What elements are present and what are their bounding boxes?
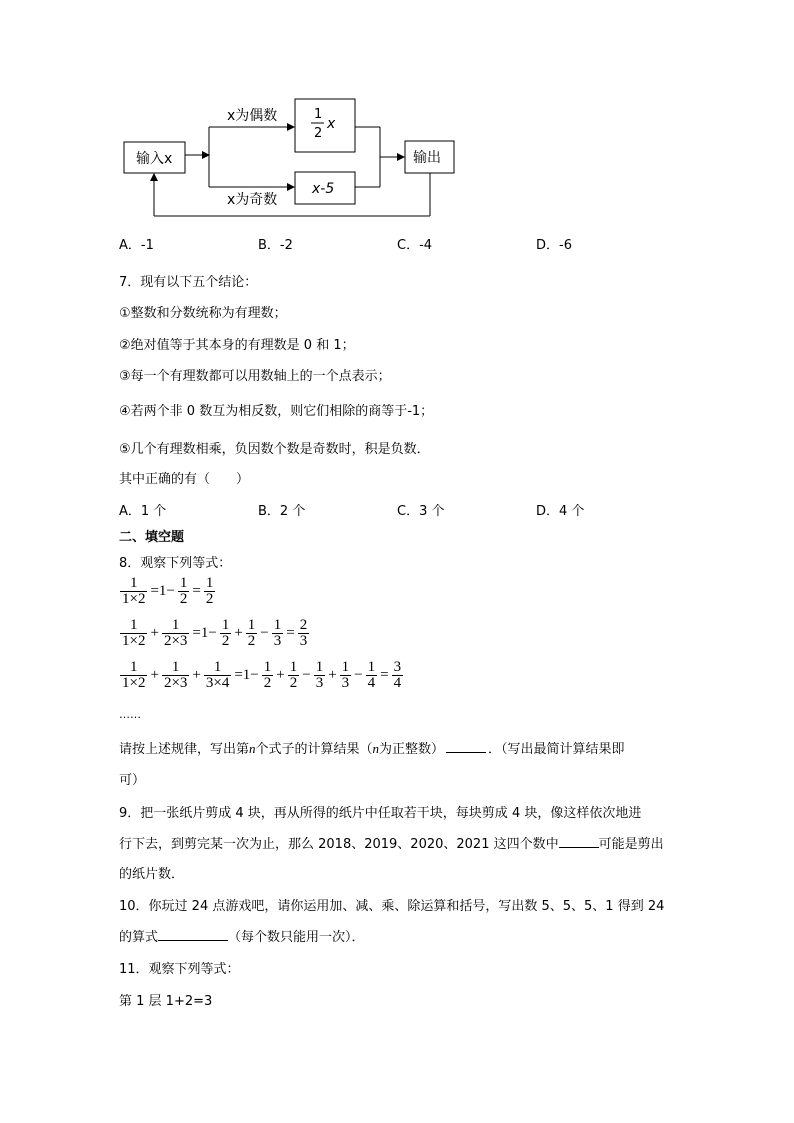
q7-item-1: ①整数和分数统称为有理数； <box>119 306 287 321</box>
q7-question: 其中正确的有（ ） <box>119 472 250 487</box>
q10-line-1: 10．你玩过 24 点游戏吧，请你运用加、减、乘、除运算和括号，写出数 5、5、5、1 得到 24 <box>119 899 665 914</box>
q7-option-b: B．2 个 <box>258 504 306 519</box>
q9-line-2 <box>119 833 664 852</box>
q8-equation-2: 1 1×2 + $\frac{1}{2\times 3}$ =1− $\frac{1}{2}$ + $\frac{1}{2}$ − $\frac{1}{3}$ = $\frac{2}{3}$ <box>122 617 308 649</box>
q8-prompt <box>119 738 625 757</box>
q7-option-c: C．3 个 <box>397 504 445 519</box>
q8-ellipsis: …… <box>119 708 141 721</box>
q8-variable-n: n <box>249 741 256 756</box>
q8-prompt-part-3: 为正整数） <box>379 742 445 757</box>
q9-line-3: 的纸片数． <box>119 867 185 882</box>
even-box <box>295 99 355 152</box>
q9-line-1: 9．把一张纸片剪成 4 块，再从所得的纸片中任取若干块，每块剪成 4 块，像这样依次地进 <box>119 806 642 821</box>
even-box-numerator: 1 <box>314 107 323 122</box>
q8-answer-blank[interactable] <box>446 740 486 753</box>
q11-level-1: 第 1 层 1+2=3 <box>119 994 213 1009</box>
q6-option-c: C．-4 <box>397 238 433 253</box>
odd-branch-label: x为奇数 <box>227 192 278 208</box>
q7-item-3: ③每一个有理数都可以用数轴上的一个点表示； <box>119 369 391 384</box>
q11-stem: 11．观察下列等式： <box>119 962 240 977</box>
odd-box-label: x-5 <box>312 181 335 197</box>
q10-answer-blank[interactable] <box>158 928 228 941</box>
even-box-variable: x <box>327 116 336 132</box>
q8-equation-3: 1 1×2 + $\frac{1}{2\times 3}$ + $\frac{1}{3\times 4}$ =1− $\frac{1}{2}$ + $\frac{1}{2}$ − $\frac{1}{3}$ + $\frac{1}{3}$ − $\frac{1}{4}$ = $\frac{3}{4}$ <box>122 659 402 691</box>
input-label: 输入x <box>136 151 173 167</box>
q8-prompt-part-4: ．（写出最简计算结果即 <box>488 742 625 757</box>
q6-option-d: D．-6 <box>536 238 572 253</box>
q8-equation-1: $\frac{1}{1\times 2}$ =1− $\frac{1}{2}$ = $\frac{1}{2}$ <box>122 575 214 607</box>
section-title: 二、填空题 <box>119 530 185 545</box>
q6-option-a: A．-1 <box>119 238 154 253</box>
q8-prompt-part-1: 请按上述规律，写出第 <box>119 742 250 757</box>
q7-option-d: D．4 个 <box>536 504 585 519</box>
q7-option-a: A．1 个 <box>119 504 167 519</box>
q9-line-2-text: 行下去，到剪完某一次为止，那么 2018、2019、2020、2021 这四个数中 <box>119 837 559 852</box>
q8-variable-n-2: n <box>372 741 380 756</box>
q8-prompt-line-2: 可） <box>119 773 146 788</box>
even-box-denominator: 2 <box>314 126 323 141</box>
q10-line-2-after: （每个数只能用一次）． <box>228 930 365 945</box>
q8-stem: 8．观察下列等式： <box>119 556 232 571</box>
q9-line-2-after: 可能是剪出 <box>598 837 664 852</box>
q6-option-b: B．-2 <box>258 238 293 253</box>
q7-item-2: ②绝对值等于其本身的有理数是 0 和 1； <box>119 338 355 353</box>
q7-item-4: ④若两个非 0 数互为相反数，则它们相除的商等于-1； <box>119 404 434 419</box>
q10-line-2 <box>119 926 365 945</box>
q7-stem: 7．现有以下五个结论： <box>119 275 258 290</box>
q9-answer-blank[interactable] <box>559 835 599 848</box>
q10-line-2-text: 的算式 <box>119 930 159 945</box>
q7-item-5: ⑤几个有理数相乘，负因数个数是奇数时，积是负数． <box>119 442 430 457</box>
q8-prompt-part-2: 个式子的计算结果（ <box>255 742 373 757</box>
even-branch-label: x为偶数 <box>227 108 278 124</box>
output-label: 输出 <box>413 150 441 166</box>
flowchart-diagram <box>0 0 794 230</box>
